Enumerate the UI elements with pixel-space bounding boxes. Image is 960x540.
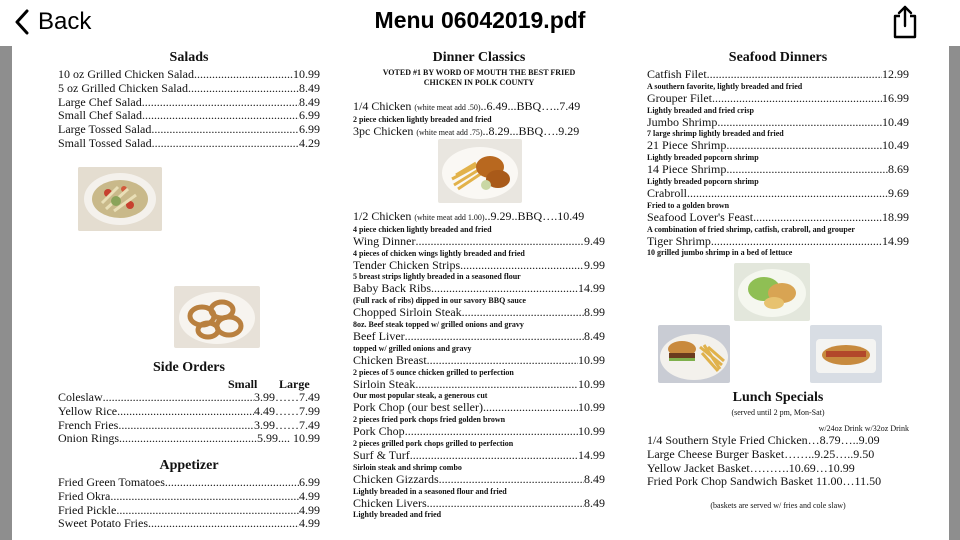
menu-item <box>353 330 605 344</box>
item-description: 2 pieces grilled pork chops grilled to perfection <box>353 438 514 448</box>
item-price: 4.99 <box>299 503 320 517</box>
menu-item <box>353 354 605 368</box>
menu-item <box>353 306 605 320</box>
item-note: (white meat add 1.00) <box>414 213 485 222</box>
menu-item <box>58 96 320 110</box>
item-label: Large Cheese Burger Basket <box>647 446 785 461</box>
share-icon <box>890 27 920 44</box>
burger-fries-photo <box>658 325 730 383</box>
item-label: Surf & Turf <box>353 448 410 462</box>
item-price: 9.49 <box>584 234 605 248</box>
menu-item <box>647 116 909 130</box>
share-button[interactable] <box>890 4 920 40</box>
small-header: Small <box>228 377 258 391</box>
menu-item <box>647 187 909 201</box>
item-description: Lightly breaded in a seasoned flour and fried <box>353 486 507 496</box>
item-label: 3pc Chicken <box>353 123 414 138</box>
item-description: Lightly breaded popcorn shrimp <box>647 153 759 163</box>
item-price: 10.49 <box>882 139 909 153</box>
item-description: topped w/ grilled onions and gravy <box>353 343 472 353</box>
item-label: Large Tossed Salad <box>58 123 152 137</box>
menu-item <box>647 434 909 448</box>
pdf-page <box>12 46 949 540</box>
item-price: 14.99 <box>882 234 909 248</box>
menu-item <box>353 449 605 463</box>
item-label: Pork Chop <box>353 425 405 439</box>
menu-item <box>58 517 320 531</box>
nav-bar <box>0 0 960 46</box>
item-description: Fried to a golden brown <box>647 200 730 210</box>
menu-item <box>647 448 909 462</box>
menu-item <box>58 490 320 504</box>
item-label: 1/2 Chicken <box>353 209 412 223</box>
item-label: French Fries <box>58 418 119 432</box>
item-label: Pork Chop (our best seller) <box>353 401 483 415</box>
salads-heading: Salads <box>169 50 209 65</box>
item-price: 9.69 <box>888 186 909 200</box>
item-price: 8.49 <box>584 472 605 486</box>
lunch-specials-section <box>647 390 909 511</box>
item-price: 5.99.... 10.99 <box>257 432 320 446</box>
side-orders-section <box>58 360 320 446</box>
item-price: ……..9.25…..9.50 <box>784 446 875 461</box>
menu-item <box>58 137 320 151</box>
item-label: Catfish Filet <box>647 68 707 81</box>
item-description: 4 piece chicken lightly breaded and fried <box>353 224 492 234</box>
item-label: Yellow Jacket Basket <box>647 460 750 475</box>
dinner-list <box>353 210 605 520</box>
appetizer-section <box>58 458 320 531</box>
dinner-subtitle-1: VOTED #1 BY WORD OF MOUTH THE BEST FRIED <box>382 68 576 77</box>
item-price: 10.99 <box>578 425 605 439</box>
item-label: Coleslaw <box>58 391 103 404</box>
item-description: 5 breast strips lightly breaded in a seasoned flour <box>353 272 521 282</box>
item-price: ..8.29...BBQ….9.29 <box>482 123 580 138</box>
item-label: Small Tossed Salad <box>58 136 152 150</box>
fried-chicken-photo <box>438 139 522 203</box>
menu-item <box>353 210 605 225</box>
item-price: 6.99 <box>299 123 320 137</box>
menu-item <box>353 100 605 115</box>
back-label: Back <box>38 8 92 35</box>
left-column <box>58 50 320 531</box>
menu-item <box>353 473 605 487</box>
item-description: A combination of fried shrimp, catfish, crabroll, and grouper <box>647 224 855 234</box>
menu-item <box>58 68 320 82</box>
item-label: Seafood Lover's Feast <box>647 210 754 224</box>
item-price: 4.49……7.99 <box>254 404 320 418</box>
menu-item <box>647 211 909 225</box>
menu-item <box>647 462 909 476</box>
item-price: 10.99 <box>578 401 605 415</box>
item-price: 14.99 <box>578 448 605 462</box>
item-price: 8.49 <box>299 81 320 95</box>
sandwich-photo <box>810 325 882 383</box>
item-description: Sirloin steak and shrimp combo <box>353 462 462 472</box>
item-label: Chopped Sirloin Steak <box>353 306 462 320</box>
item-description: Lightly breaded popcorn shrimp <box>647 176 759 186</box>
item-price: 14.99 <box>578 282 605 296</box>
menu-item <box>58 405 320 419</box>
onion-rings-photo <box>174 286 260 348</box>
item-description: A southern favorite, lightly breaded and fried <box>647 81 803 91</box>
item-price: ……….10.69…10.99 <box>749 460 855 475</box>
item-price: 9.99 <box>584 258 605 272</box>
salads-list <box>58 68 320 151</box>
menu-item <box>58 504 320 518</box>
menu-item <box>58 432 320 446</box>
menu-item <box>353 401 605 415</box>
side-orders-heading: Side Orders <box>153 360 225 375</box>
item-label: 21 Piece Shrimp <box>647 139 727 153</box>
menu-item <box>58 123 320 137</box>
menu-item <box>647 475 909 489</box>
menu-item <box>58 476 320 490</box>
item-label: Tiger Shrimp <box>647 234 711 248</box>
item-price: 3.99……7.49 <box>254 418 320 432</box>
item-description: (Full rack of ribs) dipped in our savory BBQ sauce <box>353 296 526 306</box>
item-description: 10 grilled jumbo shrimp in a bed of lettuce <box>647 248 793 258</box>
menu-item <box>353 125 605 140</box>
item-description: Lightly breaded and fried crisp <box>647 105 754 115</box>
item-price: …8.79…..9.09 <box>807 433 880 447</box>
item-label: Chicken Livers <box>353 496 427 510</box>
item-label: Fried Pork Chop Sandwich Basket <box>647 474 813 489</box>
drink-size-header: w/24oz Drink w/32oz Drink <box>818 424 909 433</box>
item-label: Fried Okra <box>58 489 111 503</box>
menu-item <box>353 497 605 511</box>
item-price: 8.49 <box>584 496 605 510</box>
item-price: 3.99……7.49 <box>254 391 320 404</box>
item-price: 10.99 <box>293 68 320 81</box>
item-price: 16.99 <box>882 91 909 105</box>
item-label: Beef Liver <box>353 329 405 343</box>
item-description: Our most popular steak, a generous cut <box>353 391 488 401</box>
menu-item <box>58 391 320 405</box>
item-description: 8oz. Beef steak topped w/ grilled onions and gravy <box>353 319 524 329</box>
item-label: Wing Dinner <box>353 234 416 248</box>
item-label: Tender Chicken Strips <box>353 258 461 272</box>
item-price: 8.49 <box>299 95 320 109</box>
menu-item <box>647 235 909 249</box>
menu-item <box>58 82 320 96</box>
item-label: 10 oz Grilled Chicken Salad <box>58 68 194 81</box>
pdf-viewer[interactable] <box>0 46 960 540</box>
dinner-subtitle-2: CHICKEN IN POLK COUNTY <box>423 78 535 87</box>
seafood-heading: Seafood Dinners <box>728 50 828 65</box>
seafood-platter-photo <box>734 263 810 321</box>
salad-photo <box>78 167 162 231</box>
menu-item <box>58 109 320 123</box>
item-label: Crabroll <box>647 186 687 200</box>
item-note: (white meat add .50) <box>414 103 481 112</box>
menu-item <box>647 163 909 177</box>
item-price: 10.99 <box>578 353 605 367</box>
item-price: ..9.29..BBQ….10.49 <box>484 209 585 223</box>
item-description: 2 pieces fried pork chops fried golden brown <box>353 415 506 425</box>
item-price: 10.49 <box>882 115 909 129</box>
item-label: 1/4 Chicken <box>353 99 412 113</box>
item-label: Chicken Breast <box>353 353 427 367</box>
baskets-note: (baskets are served w/ fries and cole slaw) <box>710 501 846 511</box>
item-label: Large Chef Salad <box>58 95 142 109</box>
item-label: Fried Pickle <box>58 503 117 517</box>
item-price: 6.99 <box>299 109 320 123</box>
item-price: ..6.49...BBQ…..7.49 <box>480 99 581 113</box>
menu-item <box>647 139 909 153</box>
size-header <box>58 378 320 391</box>
dinner-classics-heading: Dinner Classics <box>432 50 526 65</box>
appetizer-heading: Appetizer <box>159 458 219 473</box>
item-label: Yellow Rice <box>58 404 118 418</box>
item-label: Small Chef Salad <box>58 109 142 123</box>
item-label: Fried Green Tomatoes <box>58 476 165 489</box>
item-price: 6.99 <box>299 476 320 489</box>
middle-column <box>353 50 605 520</box>
item-label: Sweet Potato Fries <box>58 517 148 531</box>
menu-item <box>647 68 909 82</box>
item-description: Lightly breaded and fried <box>353 510 442 520</box>
item-price: 8.49 <box>584 329 605 343</box>
item-label: 1/4 Southern Style Fried Chicken <box>647 433 808 447</box>
item-price: 4.99 <box>299 489 320 503</box>
item-price: 11.00…11.50 <box>813 474 882 489</box>
menu-item <box>58 419 320 433</box>
large-header: Large <box>279 377 310 391</box>
item-price: 18.99 <box>882 210 909 224</box>
item-label: 14 Piece Shrimp <box>647 163 727 177</box>
item-note: (white meat add .75) <box>416 127 483 137</box>
item-description: 4 pieces of chicken wings lightly breaded and fried <box>353 248 525 258</box>
menu-item <box>353 259 605 273</box>
item-label: Grouper Filet <box>647 91 712 105</box>
item-price: 10.99 <box>578 377 605 391</box>
menu-item <box>353 235 605 249</box>
item-label: Baby Back Ribs <box>353 282 431 296</box>
item-price: 4.29 <box>299 136 320 150</box>
item-price: 8.69 <box>888 163 909 177</box>
item-label: Sirloin Steak <box>353 377 416 391</box>
item-description: 7 large shrimp lightly breaded and fried <box>647 129 784 139</box>
right-column <box>647 50 909 511</box>
menu-item <box>353 282 605 296</box>
item-description: 2 pieces of 5 ounce chicken grilled to perfection <box>353 367 514 377</box>
item-price: 8.99 <box>584 306 605 320</box>
lunch-specials-heading: Lunch Specials <box>732 390 824 405</box>
document-title: Menu 06042019.pdf <box>374 7 586 33</box>
item-label: Jumbo Shrimp <box>647 115 718 129</box>
item-label: Chicken Gizzards <box>353 472 439 486</box>
item-price: 12.99 <box>882 68 909 81</box>
item-price: 4.99 <box>299 517 320 531</box>
item-label: Onion Rings <box>58 432 120 446</box>
item-label: 5 oz Grilled Chicken Salad <box>58 81 188 95</box>
lunch-served-note: (served until 2 pm, Mon-Sat) <box>731 408 825 417</box>
menu-item <box>647 92 909 106</box>
menu-item <box>353 378 605 392</box>
item-description: 2 piece chicken lightly breaded and fried <box>353 114 492 124</box>
menu-item <box>353 425 605 439</box>
